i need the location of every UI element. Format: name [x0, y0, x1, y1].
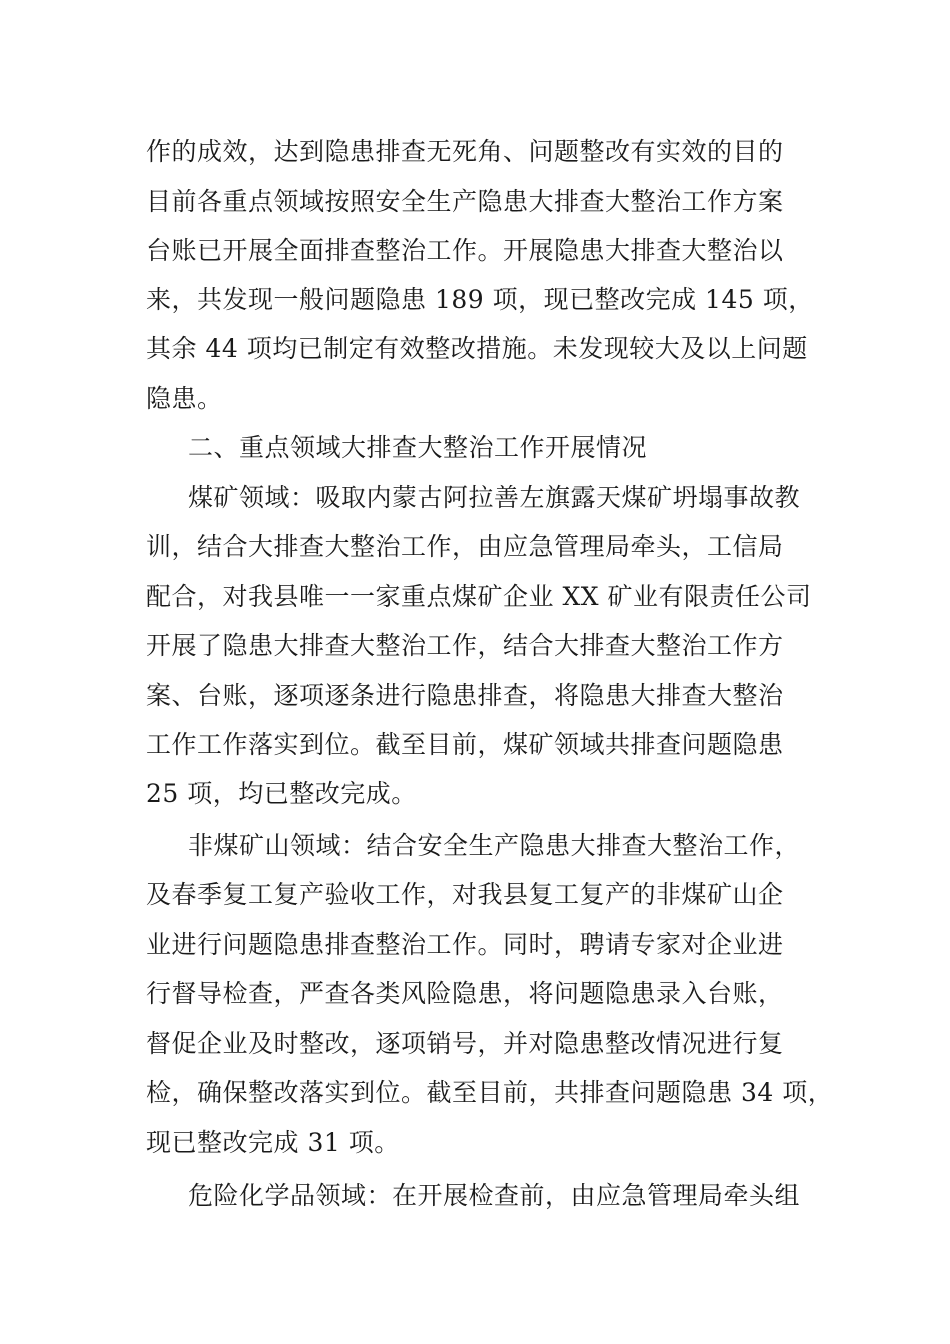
text-line: 行督导检查，严查各类风险隐患，将问题隐患录入台账， — [146, 979, 784, 1008]
text-line: 来，共发现一般问题隐患 189 项，现已整改完成 145 项， — [146, 285, 814, 314]
text-line: 目前各重点领域按照安全生产隐患大排查大整治工作方案 — [146, 187, 784, 216]
text-line: 案、台账，逐项逐条进行隐患排查，将隐患大排查大整治 — [146, 681, 784, 710]
text-line: 作的成效，达到隐患排查无死角、问题整改有实效的目的 — [146, 137, 784, 166]
text-line: 及春季复工复产验收工作，对我县复工复产的非煤矿山企 — [146, 880, 784, 909]
text-line: 检，确保整改落实到位。截至目前，共排查问题隐患 34 项， — [146, 1078, 834, 1107]
text-line: 其余 44 项均已制定有效整改措施。未发现较大及以上问题 — [146, 334, 808, 363]
paragraph-start-line: 煤矿领域：吸取内蒙古阿拉善左旗露天煤矿坍塌事故教 — [188, 483, 801, 512]
text-line: 督促企业及时整改，逐项销号，并对隐患整改情况进行复 — [146, 1029, 784, 1058]
text-line: 台账已开展全面排查整治工作。开展隐患大排查大整治以 — [146, 236, 784, 265]
paragraph-start-line: 危险化学品领域：在开展检查前，由应急管理局牵头组 — [188, 1181, 801, 1210]
section-heading: 二、重点领域大排查大整治工作开展情况 — [188, 433, 648, 462]
text-line: 训，结合大排查大整治工作，由应急管理局牵头，工信局 — [146, 532, 784, 561]
text-line: 现已整改完成 31 项。 — [146, 1128, 400, 1157]
text-line: 工作工作落实到位。截至目前，煤矿领域共排查问题隐患 — [146, 730, 784, 759]
paragraph-start-line: 非煤矿山领域：结合安全生产隐患大排查大整治工作， — [188, 831, 801, 860]
text-line: 隐患。 — [146, 384, 223, 413]
text-line: 配合，对我县唯一一家重点煤矿企业 XX 矿业有限责任公司 — [146, 582, 812, 611]
text-line: 业进行问题隐患排查整治工作。同时，聘请专家对企业进 — [146, 930, 784, 959]
text-line: 开展了隐患大排查大整治工作，结合大排查大整治工作方 — [146, 631, 784, 660]
text-line: 25 项，均已整改完成。 — [146, 779, 417, 808]
